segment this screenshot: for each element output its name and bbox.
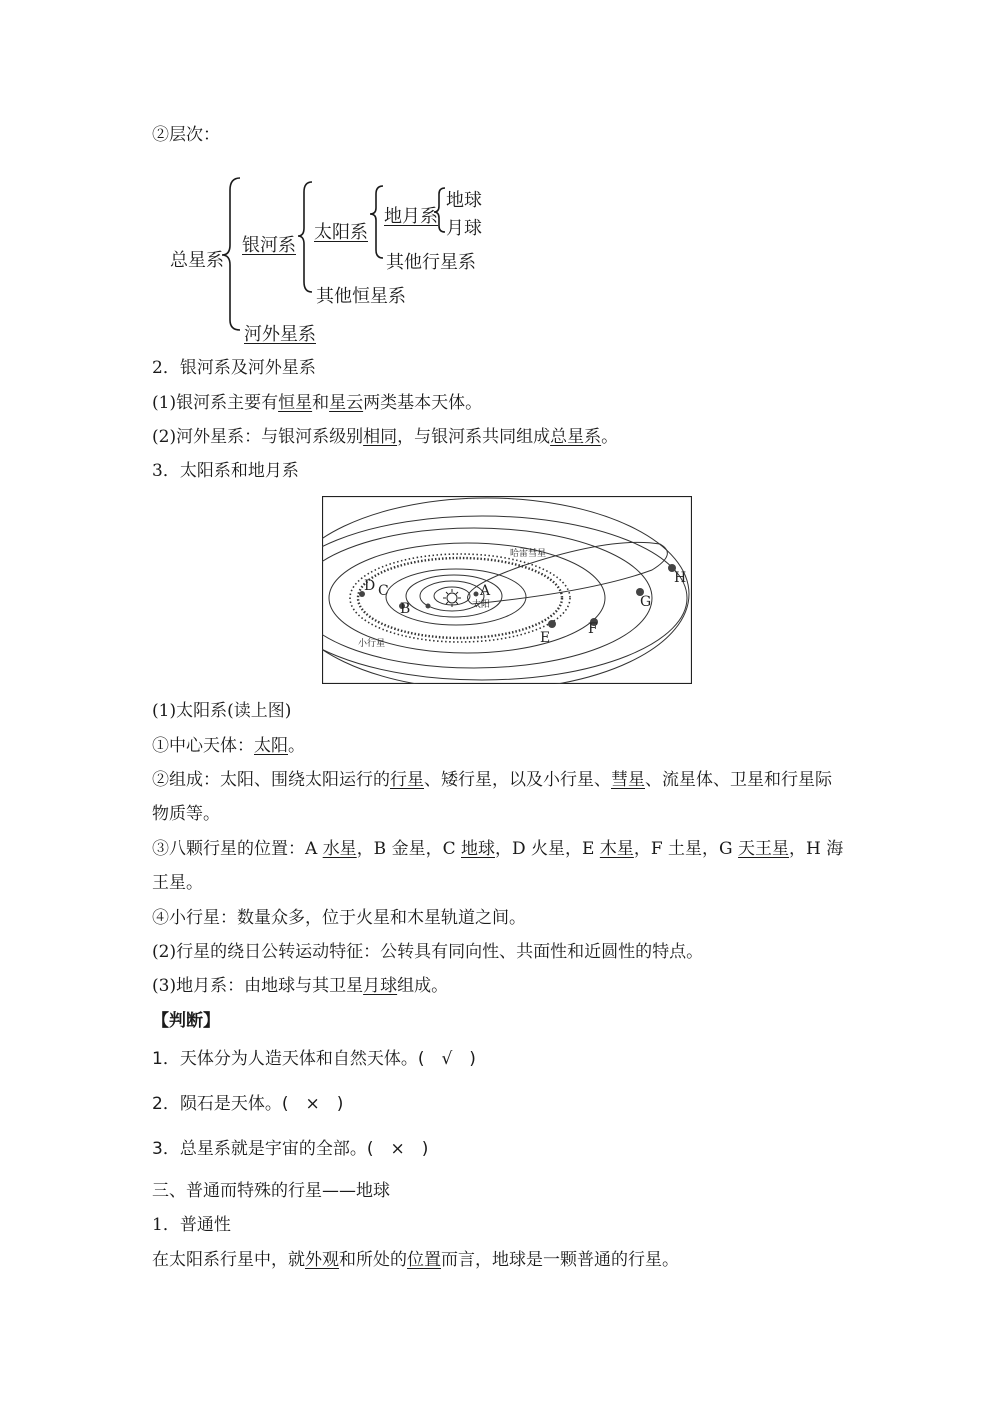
s2-p2: (2)河外星系：与银河系级别相同，与银河系共同组成总星系。 xyxy=(152,427,619,447)
tree-extragalactic: 河外星系 xyxy=(244,324,316,345)
hierarchy-heading: ②层次： xyxy=(152,125,220,145)
label-e: E xyxy=(540,630,551,646)
label-g: G xyxy=(640,594,652,610)
label-f: F xyxy=(588,621,598,637)
label-b: B xyxy=(400,601,411,617)
tree-moon: 月球 xyxy=(446,218,482,239)
solar-system-figure xyxy=(322,496,692,684)
s3-p3: ②组成：太阳、围绕太阳运行的行星、矮行星，以及小行星、彗星、流星体、卫星和行星际 xyxy=(152,770,832,790)
tree-root: 总星系 xyxy=(170,250,224,271)
tree-solar-system: 太阳系 xyxy=(314,222,368,243)
s3-title: 3．太阳系和地月系 xyxy=(152,461,299,481)
s4-title: 三、普通而特殊的行星——地球 xyxy=(152,1181,390,1201)
s3-p6: (2)行星的绕日公转运动特征：公转具有同向性、共面性和近圆性的特点。 xyxy=(152,942,704,962)
s2-title: 2．银河系及河外星系 xyxy=(152,358,316,378)
tree-earth: 地球 xyxy=(446,190,482,211)
judge-q3: 3．总星系就是宇宙的全部。( × ) xyxy=(152,1139,429,1159)
judge-title: 【判断】 xyxy=(152,1011,220,1031)
label-d: D xyxy=(364,578,376,594)
s3-p4-cont: 王星。 xyxy=(152,873,203,893)
label-sun: 太阳 xyxy=(472,600,491,610)
s3-p5: ④小行星：数量众多，位于火星和木星轨道之间。 xyxy=(152,908,526,928)
label-c: C xyxy=(378,583,389,599)
judge-q1: 1．天体分为人造天体和自然天体。( √ ) xyxy=(152,1049,476,1069)
label-h: H xyxy=(674,570,687,586)
label-asteroid: 小行星 xyxy=(358,639,386,649)
s3-p2: ①中心天体：太阳。 xyxy=(152,736,305,756)
s2-p1: (1)银河系主要有恒星和星云两类基本天体。 xyxy=(152,393,483,413)
tree-earth-moon: 地月系 xyxy=(384,206,438,227)
label-comet: 哈雷彗星 xyxy=(510,549,547,559)
s3-p4: ③八颗行星的位置：A 水星，B 金星，C 地球，D 火星，E 木星，F 土星，G 天王星，H 海 xyxy=(152,839,844,859)
tree-other-planets: 其他行星系 xyxy=(386,252,476,273)
tree-galaxy: 银河系 xyxy=(242,235,296,256)
s4-sub: 1．普通性 xyxy=(152,1215,231,1235)
s3-p7: (3)地月系：由地球与其卫星月球组成。 xyxy=(152,976,449,996)
judge-q2: 2．陨石是天体。( × ) xyxy=(152,1094,344,1114)
s3-p3-cont: 物质等。 xyxy=(152,804,220,824)
s3-p1: (1)太阳系(读上图) xyxy=(152,701,292,721)
label-a: A xyxy=(480,583,491,599)
s4-p: 在太阳系行星中，就外观和所处的位置而言，地球是一颗普通的行星。 xyxy=(152,1250,679,1270)
tree-other-stars: 其他恒星系 xyxy=(316,286,406,307)
